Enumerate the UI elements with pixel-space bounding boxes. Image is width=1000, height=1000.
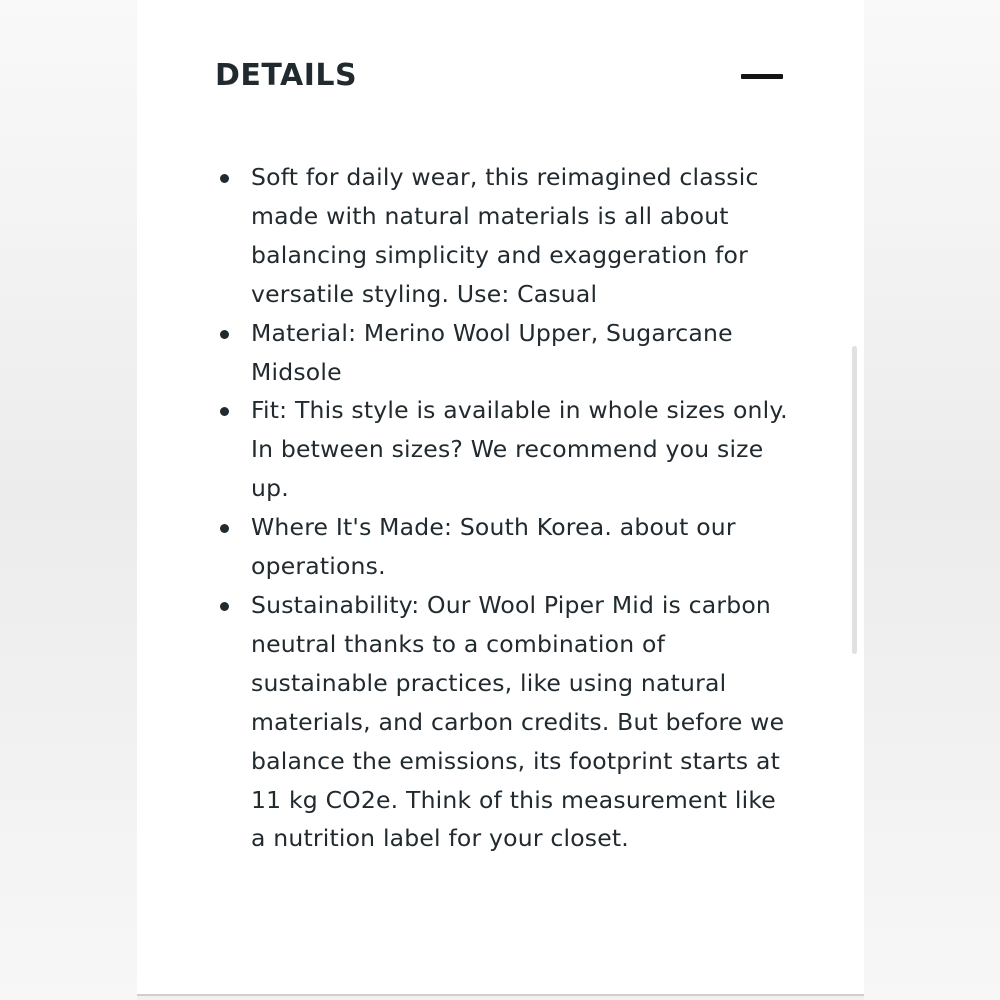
- scrollbar-thumb[interactable]: [852, 346, 857, 654]
- details-panel: [137, 0, 864, 994]
- list-item-text: Where It's Made: South Korea. about our operations.: [251, 513, 736, 581]
- minus-icon: [741, 74, 783, 79]
- bullet-icon: [220, 407, 229, 416]
- section-title: DETAILS: [215, 58, 358, 93]
- list-item-text: Soft for daily wear, this reimagined classic made with natural materials is all about balancing simplicity and exaggeration for versatile styling. Use: Casual: [251, 163, 759, 308]
- background-right: [864, 0, 1000, 1000]
- list-item-text: Fit: This style is available in whole sizes only. In between sizes? We recommend you size up.: [251, 396, 788, 503]
- bullet-icon: [220, 330, 229, 339]
- background-left: [0, 0, 137, 1000]
- scrollbar[interactable]: [849, 346, 859, 654]
- details-list: [215, 158, 795, 858]
- list-item-text: Sustainability: Our Wool Piper Mid is carbon neutral thanks to a combination of sustainable practices, like using natural materials, and carbon credits. But before we balance the emissions, its footprint starts at 11 kg CO2e. Think of this measurement like a nutrition label for your closet.: [251, 590, 785, 853]
- collapse-button[interactable]: [735, 58, 785, 94]
- list-item-text: Material: Merino Wool Upper, Sugarcane Midsole: [251, 318, 733, 386]
- details-header[interactable]: [215, 52, 785, 100]
- list-item: [215, 586, 795, 858]
- list-item: [215, 508, 795, 586]
- bullet-icon: [220, 174, 229, 183]
- list-item: [215, 391, 795, 508]
- bullet-icon: [220, 602, 229, 611]
- list-item: [215, 314, 795, 392]
- panel-divider: [137, 994, 864, 996]
- bullet-icon: [220, 524, 229, 533]
- list-item: [215, 158, 795, 314]
